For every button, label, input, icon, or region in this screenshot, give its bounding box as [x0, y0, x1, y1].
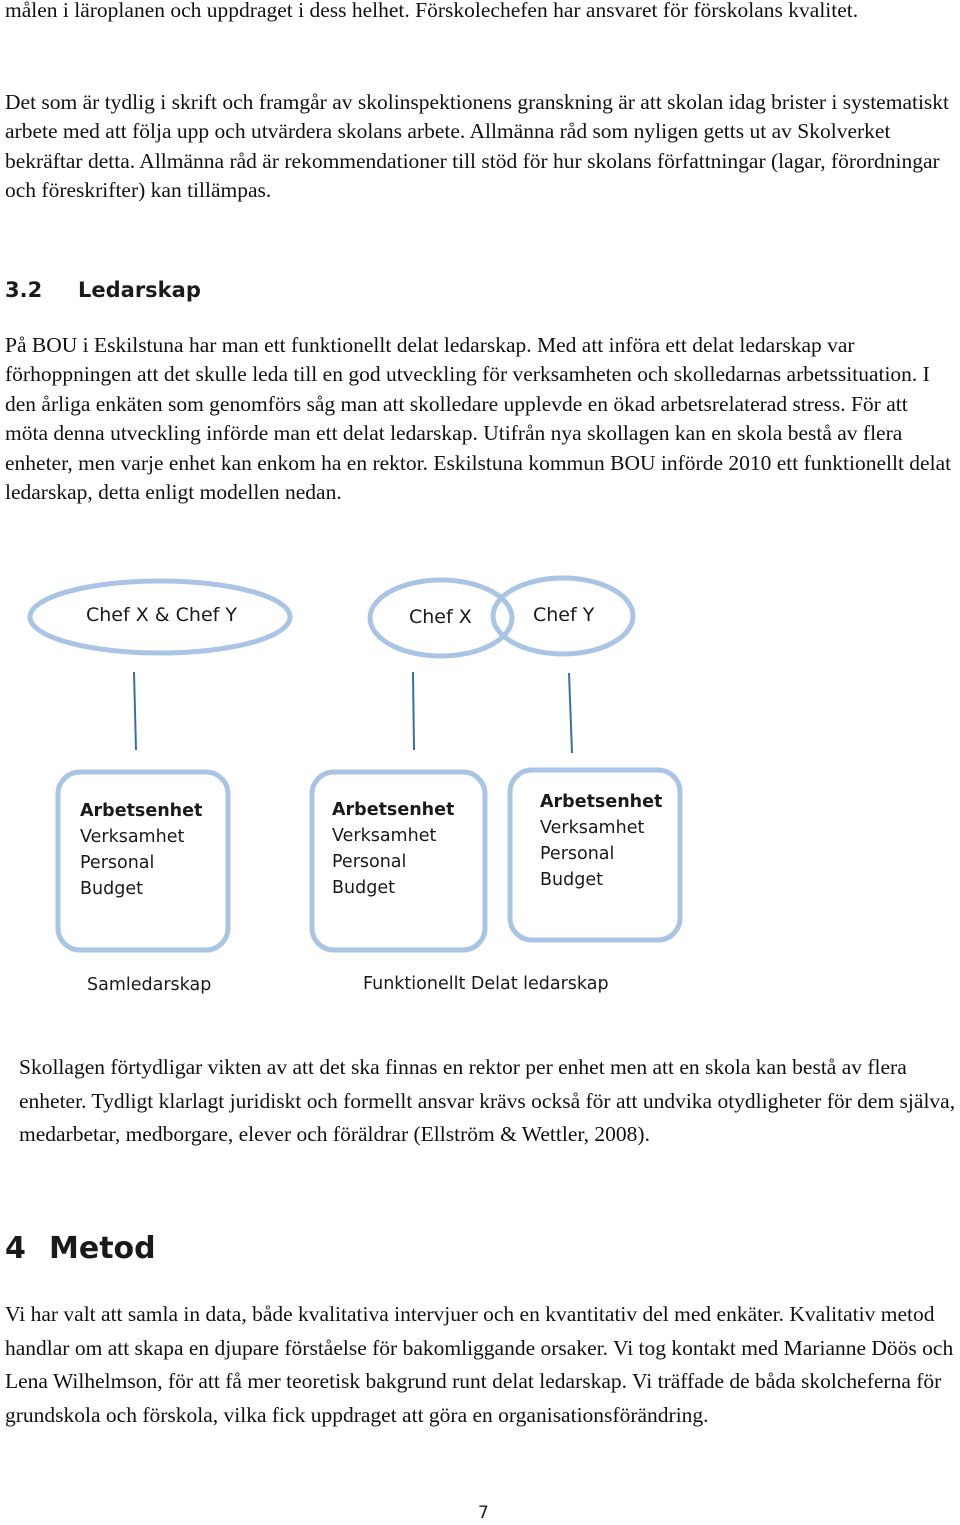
chapter-heading-metod	[5, 1231, 156, 1266]
unit-text-3	[540, 789, 662, 893]
unit-line: Personal	[540, 844, 615, 864]
unit-line: Verksamhet	[332, 826, 437, 846]
section-number: 3.2	[5, 278, 43, 302]
unit-line: Verksamhet	[540, 818, 645, 838]
unit-line: Personal	[332, 852, 407, 872]
ellipse-label-chef-x-y: Chef X & Chef Y	[86, 604, 237, 626]
unit-title: Arbetsenhet	[332, 800, 455, 820]
paragraph-skollagen: Skollagen förtydligar vikten av att det ska finnas en rektor per enhet men att en skola kan bestå av flera enheter. Tydligt klarlagt juridiskt och formellt ansvar krävs också för att undvika otydligheter för dem själva, medarbetar, medborgare, elever och föräldrar (Ellström & Wettler, 2008).	[19, 1055, 956, 1146]
caption-funktionellt-delat: Funktionellt Delat ledarskap	[363, 974, 609, 994]
chapter-title: Metod	[49, 1231, 156, 1266]
connector-line-3	[569, 673, 572, 753]
unit-line: Budget	[540, 870, 603, 890]
connector-line-2	[413, 672, 414, 750]
diagram-shapes	[0, 570, 960, 1010]
paragraph-skolinspektion: Det som är tydlig i skrift och framgår av skolinspektionens granskning är att skolan idag brister i systematiskt arbete med att följa upp och utvärdera skolans arbete. Allmänna råd som nyligen getts ut av Skolverket bekräftar detta. Allmänna råd är rekommendationer till stöd för hur skolans författningar (lagar, förordningar och föreskrifter) kan tillämpas.	[5, 90, 950, 203]
paragraph-intro: målen i läroplanen och uppdraget i dess helhet. Förskolechefen har ansvaret för förskolans kvalitet.	[5, 0, 859, 22]
unit-line: Budget	[80, 879, 143, 899]
caption-samledarskap: Samledarskap	[87, 975, 212, 995]
unit-text-1	[80, 798, 202, 902]
page-number: 7	[478, 1503, 489, 1523]
section-title: Ledarskap	[78, 278, 201, 302]
unit-title: Arbetsenhet	[540, 792, 663, 812]
unit-line: Budget	[332, 878, 395, 898]
unit-line: Verksamhet	[80, 827, 185, 847]
unit-text-2	[332, 797, 454, 901]
chapter-number: 4	[5, 1231, 26, 1266]
ellipse-label-chef-x: Chef X	[409, 606, 472, 628]
section-heading-ledarskap	[5, 278, 201, 302]
unit-title: Arbetsenhet	[80, 801, 203, 821]
unit-line: Personal	[80, 853, 155, 873]
paragraph-metod: Vi har valt att samla in data, både kvalitativa intervjuer och en kvantitativ del med enkäter. Kvalitativ metod handlar om att skapa en djupare förståelse för bakomliggande orsaker. Vi tog kontakt med Marianne Döös och Lena Wilhelmson, för att få mer teoretisk bakgrund runt delat ledarskap. Vi träffade de båda skolcheferna för grundskola och förskola, vilka fick uppdraget att göra en organisationsförändring.	[5, 1302, 954, 1427]
leadership-model-diagram	[0, 570, 960, 1010]
connector-line-1	[134, 672, 136, 750]
paragraph-bou-ledarskap: På BOU i Eskilstuna har man ett funktionellt delat ledarskap. Med att införa ett delat ledarskap var förhoppningen att det skulle leda till en god utveckling för verksamheten och skolledarnas arbetssituation. I den årliga enkäten som genomförs såg man att skolledare upplevde en ökad arbetsrelaterad stress. För att möta denna utveckling införde man ett delat ledarskap. Utifrån nya skollagen kan en skola bestå av flera enheter, men varje enhet kan enkom ha en rektor. Eskilstuna kommun BOU införde 2010 ett funktionellt delat ledarskap, detta enligt modellen nedan.	[5, 333, 952, 505]
ellipse-label-chef-y: Chef Y	[533, 604, 595, 626]
